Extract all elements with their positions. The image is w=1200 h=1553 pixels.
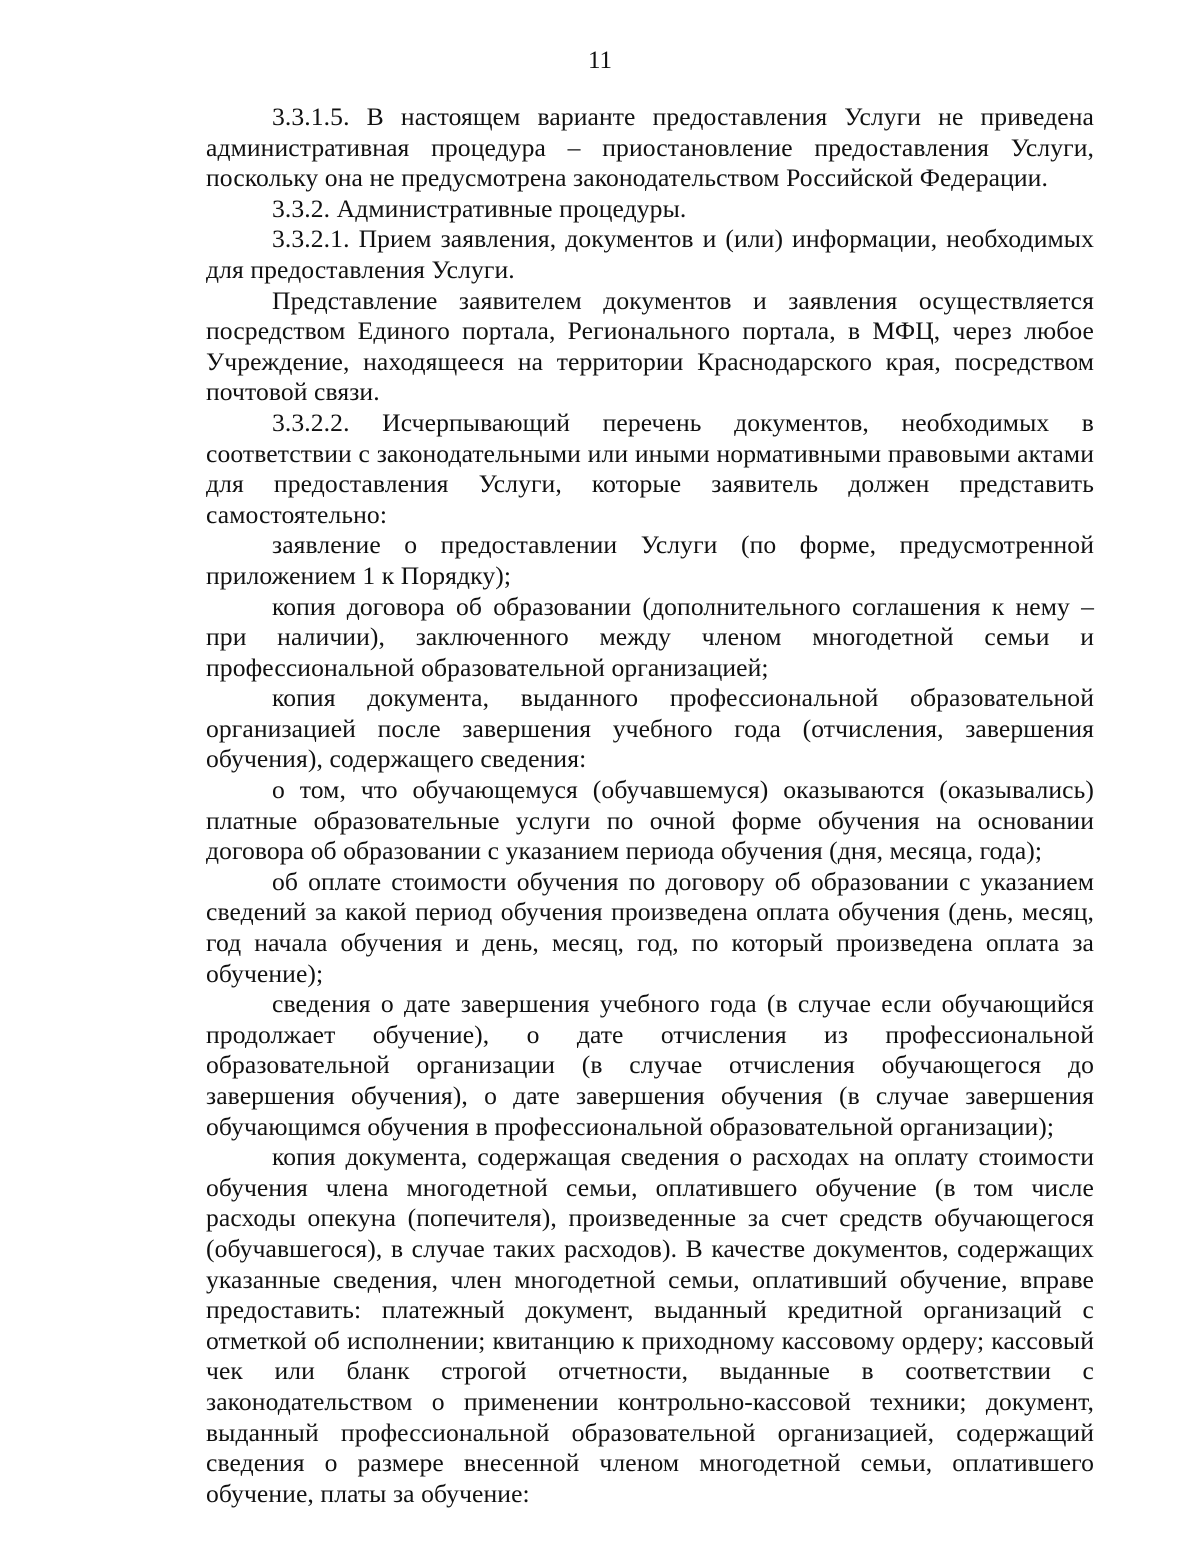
paragraph-submission-channels: Представление заявителем документов и заявления осуществляется посредством Единого портала, Регионального портала, в МФЦ, через любое Учреждение, находящееся на территории Краснодарского края, посредством почтовой связи.: [206, 285, 1094, 407]
list-item-institution-document: копия документа, выданного профессиональной образовательной организацией после завершения учебного года (отчисления, завершения обучения), содержащего сведения:: [206, 683, 1094, 774]
list-item-expense-document: копия документа, содержащая сведения о расходах на оплату стоимости обучения члена многодетной семьи, оплатившего обучение (в том числе расходы опекуна (попечителя), произведенные за счет средств обучающегося (обучавшегося), в случае таких расходов). В качестве документов, содержащих указанные сведения, член многодетной семьи, оплативший обучение, вправе предоставить: платежный документ, выданный кредитной организаций с отметкой об исполнении; квитанцию к приходному кассовому ордеру; кассовый чек или бланк строгой отчетности, выданные в соответствии с законодательством о применении контрольно-кассовой техники; документ, выданный профессиональной образовательной организацией, содержащий сведения о размере внесенной членом многодетной семьи, оплатившего обучение, платы за обучение:: [206, 1142, 1094, 1508]
paragraph-3-3-2: 3.3.2. Административные процедуры.: [272, 193, 687, 223]
list-item-payment-info: об оплате стоимости обучения по договору об образовании с указанием сведений за какой период обучения произведена оплата обучения (день, месяц, год начала обучения и день, месяц, год, по который произведена оплата за обучение);: [206, 866, 1094, 988]
list-item-dates-info: сведения о дате завершения учебного года (в случае если обучающийся продолжает обучение), о дате отчисления из профессиональной образовательной организации (в случае отчисления обучающегося до завершения обучения), о дате завершения обучения (в случае завершения обучающимся обучения в профессиональной образовательной организации);: [206, 989, 1094, 1141]
list-item-application: заявление о предоставлении Услуги (по форме, предусмотренной приложением 1 к Порядку);: [206, 530, 1094, 590]
list-item-contract-copy: копия договора об образовании (дополнительного соглашения к нему – при наличии), заключенного между членом многодетной семьи и профессиональной образовательной организацией;: [206, 591, 1094, 682]
page-number: 11: [587, 47, 613, 74]
paragraph-3-3-2-2: 3.3.2.2. Исчерпывающий перечень документов, необходимых в соответствии с законодательными или иными нормативными правовыми актами для предоставления Услуги, которые заявитель должен представить самостоятельно:: [206, 407, 1094, 529]
paragraph-3-3-1-5: 3.3.1.5. В настоящем варианте предоставления Услуги не приведена административная процедура – приостановление предоставления Услуги, поскольку она не предусмотрена законодательством Российской Федерации.: [206, 102, 1094, 193]
paragraph-3-3-2-1: 3.3.2.1. Прием заявления, документов и (или) информации, необходимых для предоставления Услуги.: [206, 224, 1094, 284]
list-item-paid-services: о том, что обучающемуся (обучавшемуся) оказываются (оказывались) платные образовательные услуги по очной форме обучения на основании договора об образовании с указанием периода обучения (дня, месяца, года);: [206, 775, 1094, 866]
document-body: [206, 102, 1094, 1509]
